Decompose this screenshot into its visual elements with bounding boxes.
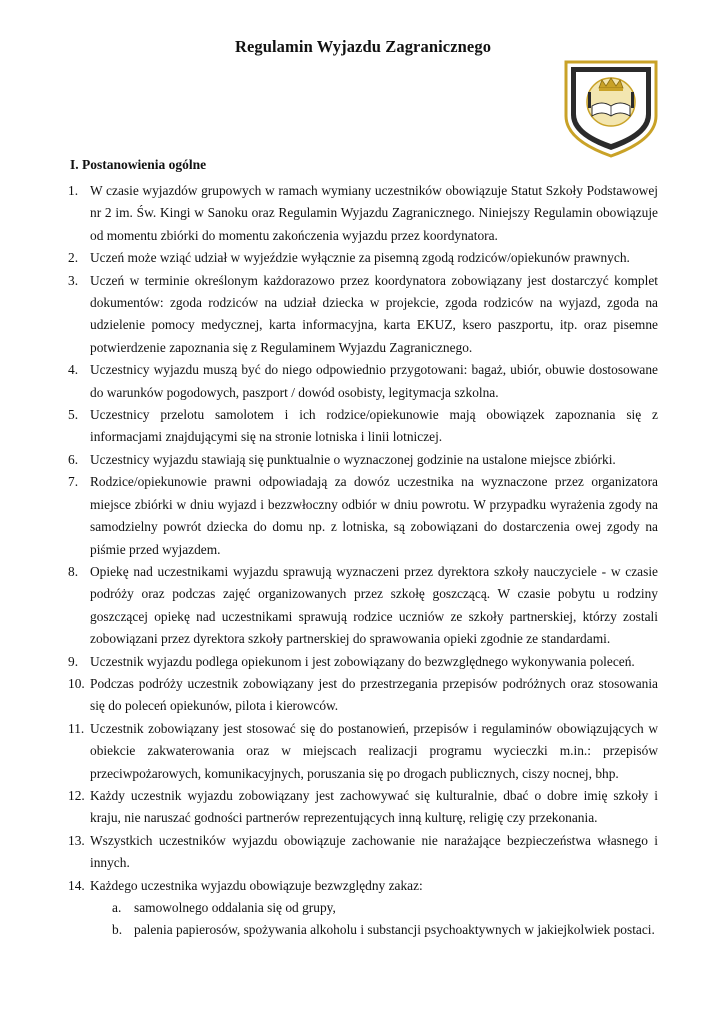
item-number: 2. bbox=[68, 250, 79, 266]
item-number: 14. bbox=[68, 877, 85, 893]
item-number: 10. bbox=[68, 675, 85, 691]
list-item bbox=[68, 471, 658, 561]
sub-list-item bbox=[68, 897, 658, 919]
list-item bbox=[68, 449, 658, 471]
list-item bbox=[68, 180, 658, 247]
item-number: 11. bbox=[68, 720, 85, 736]
item-number: 4. bbox=[68, 362, 79, 378]
item-text: Uczeń może wziąć udział w wyjeździe wyłącznie za pisemną zgodą rodziców/opiekunów prawnych. bbox=[90, 250, 630, 266]
item-number: 3. bbox=[68, 272, 79, 288]
item-number: 13. bbox=[68, 832, 85, 848]
item-number: 7. bbox=[68, 474, 79, 490]
list-item bbox=[68, 270, 658, 360]
item-text: Uczeń w terminie określonym każdorazowo przez koordynatora zobowiązany jest dostarczyć komplet dokumentów: zgoda rodziców na udział dziecka w projekcie, zgoda rodziców na wyjazd, zgoda na udzielenie pomocy medycznej, karta informacyjna, karta EKUZ, ksero paszportu, itp. oraz pisemne potwierdzenie zapoznania się z Regulaminem Wyjazdu Zagranicznego. bbox=[90, 272, 658, 355]
school-crest-emblem bbox=[562, 58, 660, 158]
school-crest bbox=[562, 58, 660, 158]
item-text: Uczestnicy przelotu samolotem i ich rodzice/opiekunowie mają obowiązek zapoznania się z informacjami znajdującymi się na stronie lotniska i linii lotniczej. bbox=[90, 407, 658, 445]
document-title: Regulamin Wyjazdu Zagranicznego bbox=[234, 37, 492, 56]
item-text: Uczestnik wyjazdu podlega opiekunom i jest zobowiązany do bezwzględnego wykonywania poleceń. bbox=[90, 653, 635, 669]
sub-item-letter: b. bbox=[112, 922, 123, 938]
list-item bbox=[68, 875, 658, 897]
item-text: Uczestnicy wyjazdu muszą być do niego odpowiednio przygotowani: bagaż, ubiór, obuwie dostosowane do warunków pogodowych, paszport / dowód osobisty, legitymacja szkolna. bbox=[90, 362, 658, 400]
item-text: Wszystkich uczestników wyjazdu obowiązuje zachowanie nie narażające bezpieczeństwa własnego i innych. bbox=[90, 832, 658, 871]
sub-item-text: palenia papierosów, spożywania alkoholu i substancji psychoaktywnych w jakiejkolwiek postaci. bbox=[134, 922, 655, 938]
item-text: Opiekę nad uczestnikami wyjazdu sprawują wyznaczeni przez dyrektora szkoły nauczyciele - w czasie podróży oraz podczas zajęć organizowanych przez szkołę goszczącą. W czasie pobytu u rodziny goszczącej opiekę nad uczestnikami sprawują rodzice uczniów ze szkoły partnerskiej, którzy zostali zobowiązani przez dyrektora szkoły partnerskiej do sprawowania opieki zgodnie ze standardami. bbox=[90, 563, 658, 647]
list-item bbox=[68, 673, 658, 718]
list-item bbox=[68, 404, 658, 449]
item-number: 12. bbox=[68, 787, 85, 803]
list-item bbox=[68, 247, 658, 269]
item-number: 1. bbox=[68, 183, 79, 198]
list-item bbox=[68, 785, 658, 830]
item-text: Podczas podróży uczestnik zobowiązany jest do przestrzegania przepisów podróżnych oraz stosowania się do poleceń opiekunów, pilota i kierowców. bbox=[90, 675, 658, 714]
item-text: Każdy uczestnik wyjazdu zobowiązany jest zachowywać się kulturalnie, dbać o dobre imię szkoły i kraju, nie naruszać godności partnerów reprezentujących inną kulturę, religię czy przekonania. bbox=[90, 787, 658, 826]
item-number: 6. bbox=[68, 451, 79, 467]
list-item bbox=[68, 651, 658, 673]
sub-item-text: samowolnego oddalania się od grupy, bbox=[134, 900, 336, 915]
section-heading: I. Postanowienia ogólne bbox=[70, 157, 207, 172]
item-text: Uczestnicy wyjazdu stawiają się punktualnie o wyznaczonej godzinie na ustalone miejsce zbiórki. bbox=[90, 451, 616, 467]
sub-list-item bbox=[68, 919, 658, 941]
item-number: 5. bbox=[68, 407, 79, 423]
item-number: 8. bbox=[68, 563, 79, 579]
rules-list bbox=[68, 180, 658, 942]
item-text: Każdego uczestnika wyjazdu obowiązuje bezwzględny zakaz: bbox=[90, 877, 423, 893]
item-text: Rodzice/opiekunowie prawni odpowiadają za dowóz uczestnika na wyznaczone przez organizatora miejsce zbiórki w dniu wyjazd i bezzwłoczny odbiór w dniu powrotu. W przypadku wyrażenia zgody na samodzielny powrót dziecka do domu np. z lotniska, są zobowiązani do dostarczenia owej zgody na piśmie przed wyjazdem. bbox=[90, 474, 658, 557]
list-item bbox=[68, 359, 658, 404]
list-item bbox=[68, 718, 658, 785]
item-number: 9. bbox=[68, 653, 79, 669]
sub-item-letter: a. bbox=[112, 900, 122, 915]
item-text: Uczestnik zobowiązany jest stosować się do postanowień, przepisów i regulaminów obowiązujących w obiekcie zakwaterowania oraz w miejscach realizacji programu wycieczki m.in.: przepisów przeciwpożarowych, komunikacyjnych, poruszania się po drogach publicznych, ciszy nocnej, bhp. bbox=[90, 720, 658, 781]
item-text: W czasie wyjazdów grupowych w ramach wymiany uczestników obowiązuje Statut Szkoły Podstawowej nr 2 im. Św. Kingi w Sanoku oraz Regulamin Wyjazdu Zagranicznego. Niniejszy Regulamin obowiązuje od momentu zbiórki do momentu zakończenia wyjazdu przez koordynatora. bbox=[90, 183, 658, 243]
list-item bbox=[68, 830, 658, 875]
list-item bbox=[68, 561, 658, 651]
